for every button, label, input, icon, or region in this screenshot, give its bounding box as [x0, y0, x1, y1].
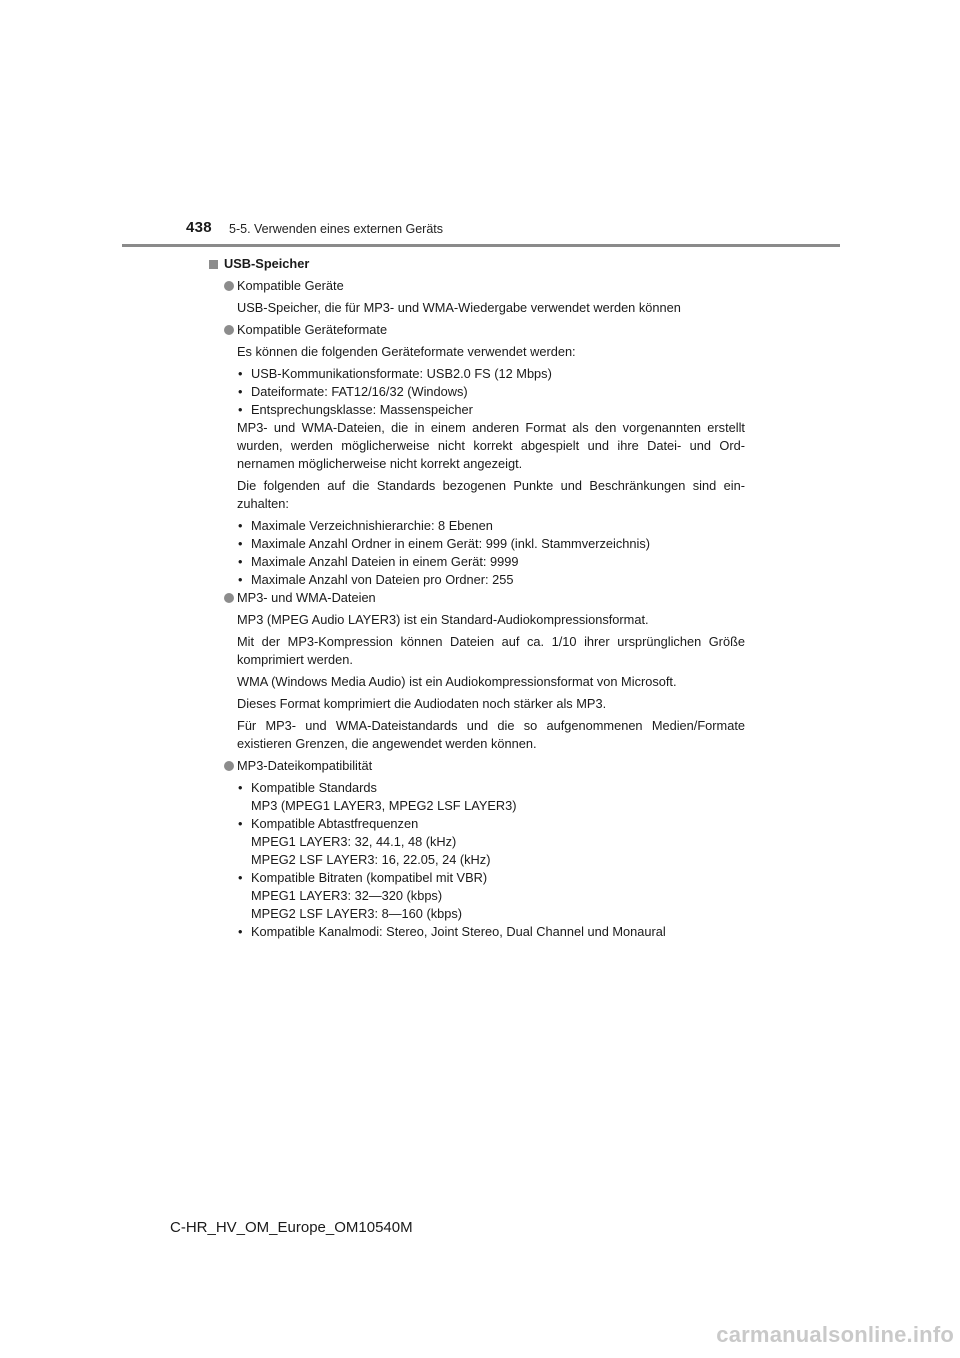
compat-item-title: • Kompatible Abtastfrequenzen	[251, 816, 419, 831]
compat-item-title: • Kompatible Bitraten (kompatibel mit VBR)	[251, 870, 488, 885]
list-item: • USB-Kommunikationsformate: USB2.0 FS (12 Mbps)	[237, 365, 745, 383]
limits-intro: Die folgenden auf die Standards bezogenen Punkte und Beschränkungen sind ein-zuhalten:	[237, 478, 745, 511]
mp3-compat-heading	[224, 757, 749, 775]
usb-storage-heading	[209, 255, 749, 273]
mp3-wma-paragraph: Für MP3- und WMA-Dateistandards und die so aufgenommenen Medien/Formate existieren Grenzen, die angewendet werden können.	[237, 718, 745, 751]
header-divider	[122, 244, 840, 247]
mp3-wma-paragraph: Mit der MP3-Kompression können Dateien auf ca. 1/10 ihrer ursprünglichen Größe komprimiert werden.	[237, 634, 745, 667]
compat-item-line: MPEG1 LAYER3: 32, 44.1, 48 (kHz)	[251, 834, 457, 849]
list-item: • Maximale Anzahl Dateien in einem Gerät: 9999	[237, 553, 745, 571]
compatible-devices-text: USB-Speicher, die für MP3- und WMA-Wiedergabe verwendet werden können	[237, 300, 681, 315]
list-item: • Maximale Verzeichnishierarchie: 8 Ebenen	[237, 517, 745, 535]
mp3-wma-heading	[224, 589, 749, 607]
compat-item-title: • Kompatible Standards	[251, 780, 377, 795]
watermark-logo: carmanualsonline.info	[716, 1322, 954, 1347]
section-title: 5-5. Verwenden eines externen Geräts	[229, 222, 444, 236]
list-item: • Maximale Anzahl Ordner in einem Gerät: 999 (inkl. Stammverzeichnis)	[237, 535, 745, 553]
circle-bullet-icon	[224, 761, 234, 771]
mp3-wma-paragraph: MP3 (MPEG Audio LAYER3) ist ein Standard-Audiokompressionsformat.	[237, 612, 649, 627]
list-item	[237, 923, 745, 941]
compat-item-title: • Kompatible Kanalmodi: Stereo, Joint Stereo, Dual Channel und Monaural	[251, 924, 666, 939]
compatible-formats-list	[237, 365, 745, 419]
compat-item-line: MPEG2 LSF LAYER3: 8—160 (kbps)	[251, 906, 462, 921]
page-number: 438	[186, 219, 212, 236]
compatible-formats-intro: Es können die folgenden Geräteformate verwendet werden:	[237, 344, 576, 359]
compat-item-line: MPEG2 LSF LAYER3: 16, 22.05, 24 (kHz)	[251, 852, 491, 867]
list-item	[237, 779, 745, 815]
circle-bullet-icon	[224, 593, 234, 603]
limits-list	[237, 517, 745, 589]
mp3-wma-label: MP3- und WMA-Dateien	[237, 590, 376, 605]
list-item: • Entsprechungsklasse: Massenspeicher	[237, 401, 745, 419]
mp3-compat-list	[237, 779, 745, 941]
compat-item-line: MPEG1 LAYER3: 32—320 (kbps)	[251, 888, 443, 903]
format-note: MP3- und WMA-Dateien, die in einem anderen Format als den vorgenannten erstellt wurden, werden möglicherweise nicht korrekt abgespielt und ihre Datei- und Ord-nernamen möglicherweise nicht korrekt angezeigt.	[237, 420, 745, 471]
compat-item-line: MP3 (MPEG1 LAYER3, MPEG2 LSF LAYER3)	[251, 798, 517, 813]
mp3-wma-paragraph: WMA (Windows Media Audio) ist ein Audiokompressionsformat von Microsoft.	[237, 674, 677, 689]
mp3-wma-paragraph: Dieses Format komprimiert die Audiodaten noch stärker als MP3.	[237, 696, 607, 711]
mp3-compat-label: MP3-Dateikompatibilität	[237, 758, 373, 773]
circle-bullet-icon	[224, 281, 234, 291]
circle-bullet-icon	[224, 325, 234, 335]
list-item: • Maximale Anzahl von Dateien pro Ordner: 255	[237, 571, 745, 589]
compatible-formats-heading	[224, 321, 749, 339]
usb-storage-heading-text: USB-Speicher	[224, 256, 310, 271]
square-bullet-icon	[209, 260, 218, 269]
list-item	[237, 815, 745, 869]
list-item: • Dateiformate: FAT12/16/32 (Windows)	[237, 383, 745, 401]
document-code: C-HR_HV_OM_Europe_OM10540M	[170, 1219, 413, 1236]
compatible-devices-label: Kompatible Geräte	[237, 278, 344, 293]
page-content	[209, 255, 749, 945]
compatible-formats-label: Kompatible Geräteformate	[237, 322, 388, 337]
compatible-devices-heading	[224, 277, 749, 295]
list-item	[237, 869, 745, 923]
